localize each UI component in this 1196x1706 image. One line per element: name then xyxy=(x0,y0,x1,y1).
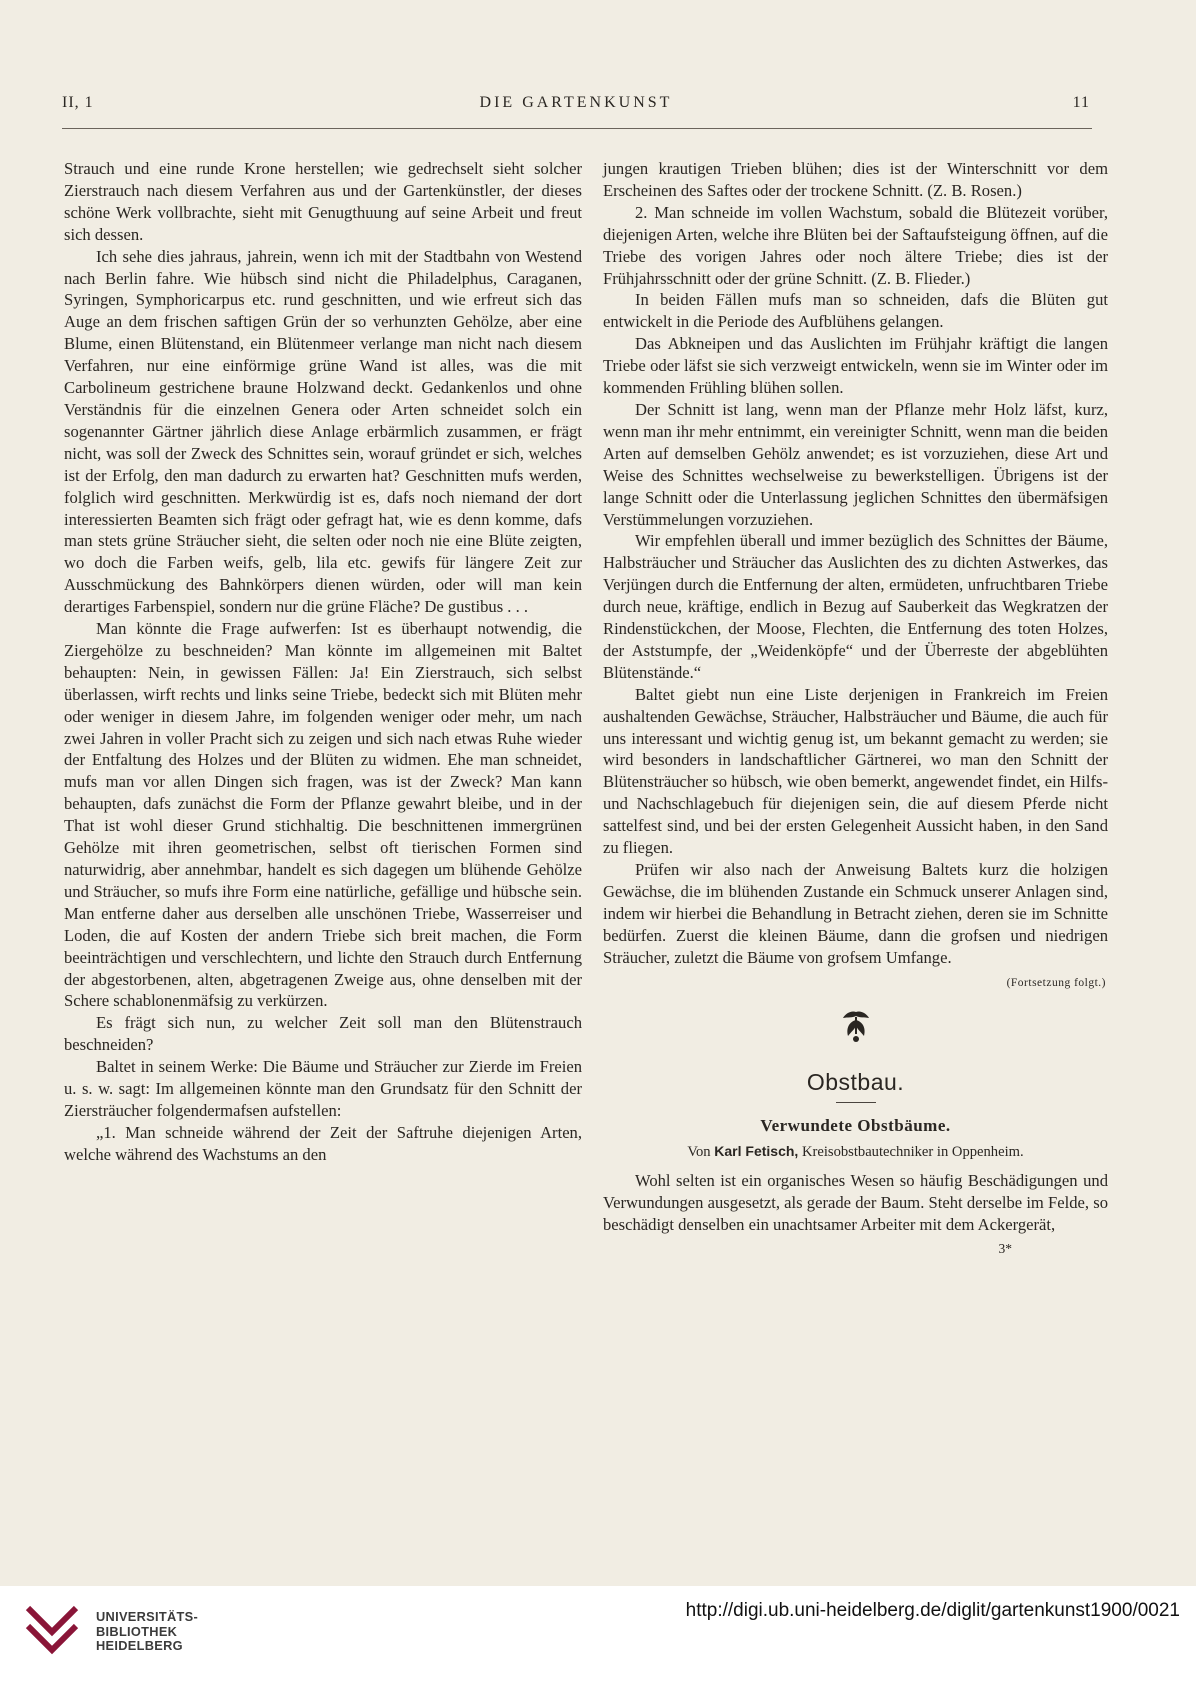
page-number: 11 xyxy=(1072,94,1090,111)
paragraph: 2. Man schneide im vollen Wachstum, sobald die Blütezeit vorüber, diejenigen Arten, welche ihre Blüten bei der Saftaufsteigung öffnen, auf die Triebe des vorigen Jahres oder noch ältere Triebe; dies ist der Frühjahrsschnitt oder der grüne Schnitt. (Z. B. Flieder.) xyxy=(603,202,1108,288)
institution-line: UNIVERSITÄTS- xyxy=(96,1609,199,1624)
paragraph: Der Schnitt ist lang, wenn man der Pflanze mehr Holz läfst, kurz, wenn man ihr mehr entnimmt, ein vereinigter Schnitt, wenn man die beiden Arten auf demselben Gehölz anwendet; es ist vorzuziehen, diese Art und Weise des Schnittes wechselweise zu bewerkstelligen. Übrigens ist der lange Schnitt oder die Unterlassung jeglichen Schnittes den übermäfsigen Verstümmelungen vorzuziehen. xyxy=(603,399,1108,529)
byline-author: Karl Fetisch, xyxy=(714,1143,799,1160)
paragraph: Wir empfehlen überall und immer bezüglich des Schnittes der Bäume, Halbsträucher und Sträucher das Auslichten des zu dichten Astwerkes, das Verjüngen durch die Entfernung der alten, ermüdeten, unfruchtbaren Triebe durch neue, kräftige, endlich in Bezug auf Sauberkeit das Wegkratzen der Rindenstückchen, der Moose, Flechten, die Entfernung des toten Holzes, der Aststumpfe, der „Weidenköpfe“ und der Überreste der abgeblühten Blütenstände.“ xyxy=(603,531,1108,682)
left-column xyxy=(64,158,582,1166)
fleuron-ornament-icon xyxy=(603,1008,1108,1048)
byline xyxy=(603,1141,1108,1164)
source-url-link[interactable]: http://digi.ub.uni-heidelberg.de/diglit/gartenkunst1900/0021 xyxy=(685,1600,1180,1621)
volume-issue: II, 1 xyxy=(62,94,94,111)
paragraph: Ich sehe dies jahraus, jahrein, wenn ich mit der Stadtbahn von Westend nach Berlin fahre. Wie hübsch sind nicht die Philadelphus, Caraganen, Syringen, Symphoricarpus etc. rund geschnitten, und wie erfreut sich das Auge an dem frischen saftigen Grün der so verhunzten Gehölze, aber eine Blume, einen Blütenstand, ein Blütenmeer verlange man nicht nach diesem Verfahren, nur eine einförmige grüne Wand ist alles, was die mit Carbolineum gestrichene braune Holzwand deckt. Gedankenlos und ohne Verständnis für die einzelnen Genera oder Arten schneidet solch ein sogenannter Gärtner jährlich diese Anlage erbärmlich zusammen, er frägt nicht, was soll der Zweck des Schnittes sein, worauf gründet er sich, welches ist der Erfolg, den man dadurch zu erwarten hat? Geschnitten mufs werden, folglich wird geschnitten. Merkwürdig ist es, dafs noch niemand der dort interessierten Beamten sich frägt oder gefragt hat, wie es denn komme, dafs man stets grüne Sträucher sieht, die selten oder noch nie eine Blüte zeigten, wo doch die Farben weifs, gelb, lila etc. gewifs für längere Zeit zur Ausschmückung des Bahnkörpers dienen würden, oder will man kein derartiges Farbenspiel, sondern nur die grüne Fläche? De gustibus . . . xyxy=(64,246,582,617)
paragraph: Wohl selten ist ein organisches Wesen so häufig Beschädigungen und Verwundungen ausgesetzt, als gerade der Baum. Steht derselbe im Felde, so beschädigt denselben ein unachtsamer Arbeiter mit dem Ackergerät, xyxy=(603,1171,1108,1234)
institution-line: HEIDELBERG xyxy=(96,1638,183,1653)
continuation-note: (Fortsetzung folgt.) xyxy=(1006,976,1106,989)
paragraph: „1. Man schneide während der Zeit der Saftruhe diejenigen Arten, welche während des Wachstums an den xyxy=(64,1122,582,1164)
paragraph: Baltet in seinem Werke: Die Bäume und Sträucher zur Zierde im Freien u. s. w. sagt: Im allgemeinen könnte man den Grundsatz für den Schnitt der Ziersträucher folgendermafsen aufstellen: xyxy=(64,1057,582,1120)
paragraph: Das Abkneipen und das Auslichten im Frühjahr kräftigt die langen Triebe oder läfst sie sich verzweigt entwickeln, wenn sie im Winter oder im kommenden Frühling blühen sollen. xyxy=(603,334,1108,398)
byline-prefix: Von xyxy=(687,1144,711,1161)
right-column xyxy=(603,158,1108,1260)
paragraph: jungen krautigen Trieben blühen; dies ist der Winterschnitt vor dem Erscheinen des Saftes oder der trockene Schnitt. (Z. B. Rosen.) xyxy=(603,159,1108,200)
paragraph: Prüfen wir also nach der Anweisung Baltets kurz die holzigen Gewächse, die im blühenden Zustande ein Schmuck unserer Anlagen sind, indem wir hierbei die Behandlung in Betracht ziehen, deren sie im Schnitte bedürfen. Zuerst die kleinen Bäume, dann die grofsen und niedrigen Sträucher, zuletzt die Bäume von grofsem Umfange. xyxy=(603,860,1108,967)
running-head xyxy=(62,94,1090,118)
byline-suffix: Kreisobstbautechniker in Oppenheim. xyxy=(801,1144,1024,1161)
paragraph: Es frägt sich nun, zu welcher Zeit soll man den Blütenstrauch beschneiden? xyxy=(64,1013,582,1055)
section-title: Obstbau. xyxy=(806,1069,905,1096)
paragraph: Baltet giebt nun eine Liste derjenigen in Frankreich im Freien aushaltenden Gewächse, Sträucher, Halbsträucher und Bäume, die auch für uns interessant und wichtig genug ist, um bekannt gemacht zu werden; sie wird besonders in landschaftlicher Gärtnerei, wo man den Schnitt der Blütensträucher so hübsch, wie oben bemerkt, angewendet findet, ein Hilfs- und Nachschlagebuch für diejenigen sein, die auf diesem Pferde nicht sattelfest sind, und bei der ersten Gelegenheit Aussicht haben, in den Sand zu fliegen. xyxy=(603,684,1108,858)
paragraph: Strauch und eine runde Krone herstellen; wie gedrechselt sieht solcher Zierstrauch nach diesem Verfahren aus und der Gartenkünstler, der dieses schöne Werk vollbrachte, sieht mit Genugthuung auf seine Arbeit und freut sich dessen. xyxy=(64,159,582,244)
journal-title: DIE GARTENKUNST xyxy=(479,94,673,111)
university-logo-icon xyxy=(22,1598,84,1660)
paragraph: In beiden Fällen mufs man so schneiden, dafs die Blüten gut entwickelt in die Periode des Aufblühens gelangen. xyxy=(603,290,1108,332)
title-divider xyxy=(836,1102,876,1103)
institution-name xyxy=(96,1610,198,1654)
article-title: Verwundete Obstbäume. xyxy=(760,1116,951,1136)
paragraph: Man könnte die Frage aufwerfen: Ist es überhaupt notwendig, die Ziergehölze zu beschneiden? Man könnte im allgemeinen mit Baltet behaupten: Nein, in gewissen Fällen: Ja! Ein Zierstrauch, sich selbst überlassen, wirft rechts und links seine Triebe, bedeckt sich mit Blüten mehr oder weniger in diesem Jahre, im folgenden weniger oder mehr, um nach zwei Jahren in voller Pracht sich zu zeigen und sich nach etwas Ruhe wieder der Entfaltung des Holzes und der Blüten zu widmen. Ehe man schneidet, mufs man vor allen Dingen sich fragen, was ist der Zweck? Man kann behaupten, dafs zunächst die Form der Pflanze gewahrt bleibe, und in der That ist wohl dieser Grund stichhaltig. Die beschnittenen immergrünen Gehölze mit ihren geometrischen, selbst oft tierischen Formen sind naturwidrig, aber annehmbar, handelt es sich dagegen um blühende Gehölze und Sträucher, so mufs ihre Form eine natürliche, gefällige und hübsche sein. Man entferne daher aus derselben alle unschönen Triebe, Wasserreiser und Loden, die auf Kosten der andern Triebe sich breit machen, die Form beeinträchtigen und verschlechtern, und lichte den Strauch durch Entfernung der abgestorbenen, alten, abgetragenen Zweige aus, ohne denselben mit der Schere schablonenmäfsig zu verkürzen. xyxy=(64,619,582,1011)
header-rule xyxy=(62,128,1092,129)
institution-line: BIBLIOTHEK xyxy=(96,1623,178,1639)
signature-mark: 3* xyxy=(998,1240,1012,1256)
